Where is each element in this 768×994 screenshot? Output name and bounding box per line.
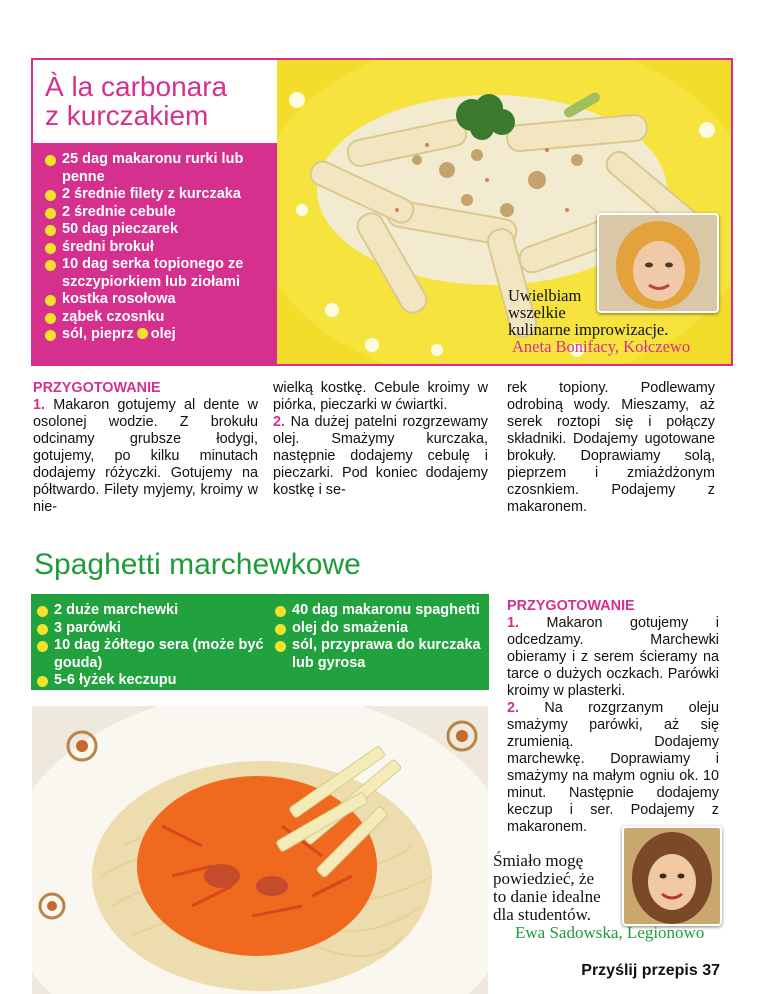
list-item: 10 dag serka topionego ze szczypiorkiem lub ziołami bbox=[45, 256, 269, 291]
step-text: Na rozgrzanym oleju smażymy parówki, aż się zrumienią. Dodajemy marchewkę. Doprawiamy i smażymy na małym ogniu ok. 10 minut. Następnie dodajemy keczup i ser. Podajemy z makaronem. bbox=[507, 700, 720, 835]
spaghetti-plate-illustration bbox=[32, 706, 488, 994]
recipe2-title: Spaghetti marchewkowe bbox=[34, 548, 361, 581]
step-number: 1. bbox=[507, 615, 520, 631]
list-item: olej do smażenia bbox=[275, 620, 485, 638]
quote-author: Aneta Bonifacy, Kołczewo bbox=[512, 337, 691, 356]
list-item: średni brokuł bbox=[45, 239, 269, 257]
bullet-icon bbox=[45, 190, 56, 201]
bullet-icon bbox=[45, 208, 56, 219]
list-item: kostka rosołowa bbox=[45, 291, 269, 309]
list-item: 40 dag makaronu spaghetti bbox=[275, 602, 485, 620]
quote-line: Uwielbiam bbox=[508, 286, 582, 305]
bullet-icon bbox=[37, 624, 48, 635]
list-item: 25 dag makaronu rurki lub penne bbox=[45, 151, 269, 186]
bullet-icon bbox=[45, 155, 56, 166]
bullet-icon bbox=[37, 676, 48, 687]
quote-author: Ewa Sadowska, Legionowo bbox=[515, 923, 705, 942]
list-item: 3 parówki bbox=[37, 620, 267, 638]
list-item: 2 duże marchewki bbox=[37, 602, 267, 620]
step-text: Makaron gotujemy i odcedzamy. Marchewki obieramy i z serem ścieramy na tarce o dużych oczkach. Parówki kroimy w plasterki. bbox=[507, 615, 719, 699]
step-text: wielką kostkę. Cebule kroimy w piórka, pieczarki w ćwiartki. bbox=[273, 380, 488, 413]
list-item: sól, przyprawa do kurczaka lub gyrosa bbox=[275, 637, 485, 672]
quote-line: Śmiało mogę bbox=[493, 851, 584, 870]
recipe1-title-line1: À la carbonara bbox=[45, 71, 228, 102]
recipe2-quote bbox=[493, 852, 723, 942]
step-number: 2. bbox=[507, 700, 520, 716]
recipe2-photo bbox=[32, 706, 488, 994]
recipe1-prep-column-3 bbox=[507, 380, 715, 516]
prep-header: PRZYGOTOWANIE bbox=[507, 598, 635, 614]
list-item: 2 średnie cebule bbox=[45, 204, 269, 222]
step-text: Na dużej patelni rozgrzewamy olej. Smażymy kurczaka, następnie dodajemy cebulę i pieczarki. Pod koniec dodajemy kostkę i se- bbox=[273, 414, 489, 498]
bullet-icon bbox=[45, 295, 56, 306]
list-item: 5-6 łyżek keczupu bbox=[37, 672, 267, 690]
list-item: ząbek czosnku bbox=[45, 309, 269, 327]
bullet-icon bbox=[45, 330, 56, 341]
recipe2-ingredients-list-a bbox=[37, 602, 267, 690]
bullet-icon bbox=[45, 243, 56, 254]
quote-line: dla studentów. bbox=[493, 905, 592, 924]
bullet-icon bbox=[137, 328, 148, 339]
list-item: 2 średnie filety z kurczaka bbox=[45, 186, 269, 204]
bullet-icon bbox=[37, 606, 48, 617]
bullet-icon bbox=[275, 641, 286, 652]
recipe1-ingredients-box bbox=[31, 143, 277, 366]
bullet-icon bbox=[45, 260, 56, 271]
bullet-icon bbox=[275, 624, 286, 635]
page-footer: Przyślij przepis 37 bbox=[581, 962, 720, 979]
recipe1-title-line2: z kurczakiem bbox=[45, 100, 209, 131]
recipe2-ingredients-list-b bbox=[275, 602, 485, 672]
recipe1-prep-column-1 bbox=[33, 380, 258, 516]
quote-line: to danie idealne bbox=[493, 887, 601, 906]
recipe1-prep-column-2 bbox=[273, 380, 488, 499]
step-number: 1. bbox=[33, 397, 46, 413]
list-item: 50 dag pieczarek bbox=[45, 221, 269, 239]
recipe2-ingredients-box bbox=[31, 594, 489, 690]
step-text: Makaron gotujemy al dente w osolonej wodzie. Z brokułu odcinamy grubsze łodygi, gotujemy, po kilku minutach dodajemy różyczki. Gotujemy na półtwardo. Filety myjemy, kroimy w nie- bbox=[33, 397, 258, 515]
recipe1-ingredients-list bbox=[45, 151, 269, 344]
list-item: sól, pieprz olej bbox=[45, 326, 269, 344]
bullet-icon bbox=[275, 606, 286, 617]
bullet-icon bbox=[45, 313, 56, 324]
list-item: 10 dag żółtego sera (może być gouda) bbox=[37, 637, 267, 672]
step-number: 2. bbox=[273, 414, 286, 430]
recipe1-title bbox=[45, 72, 275, 130]
recipe2-prep-column bbox=[507, 598, 719, 836]
recipe1-quote bbox=[508, 287, 730, 355]
bullet-icon bbox=[45, 225, 56, 236]
quote-line: wszelkie bbox=[508, 303, 566, 322]
prep-header: PRZYGOTOWANIE bbox=[33, 380, 161, 396]
quote-line: powiedzieć, że bbox=[493, 869, 594, 888]
quote-line: kulinarne improwizacje. bbox=[508, 320, 669, 339]
step-text: rek topiony. Podlewamy odrobiną wody. Mieszamy, aż serek roztopi się i połączy składniki. Dodajemy ugotowane brokuły. Doprawiamy solą, pieprzem i zmiażdżonym czosnkiem. Podajemy z makaronem. bbox=[507, 380, 715, 515]
bullet-icon bbox=[37, 641, 48, 652]
